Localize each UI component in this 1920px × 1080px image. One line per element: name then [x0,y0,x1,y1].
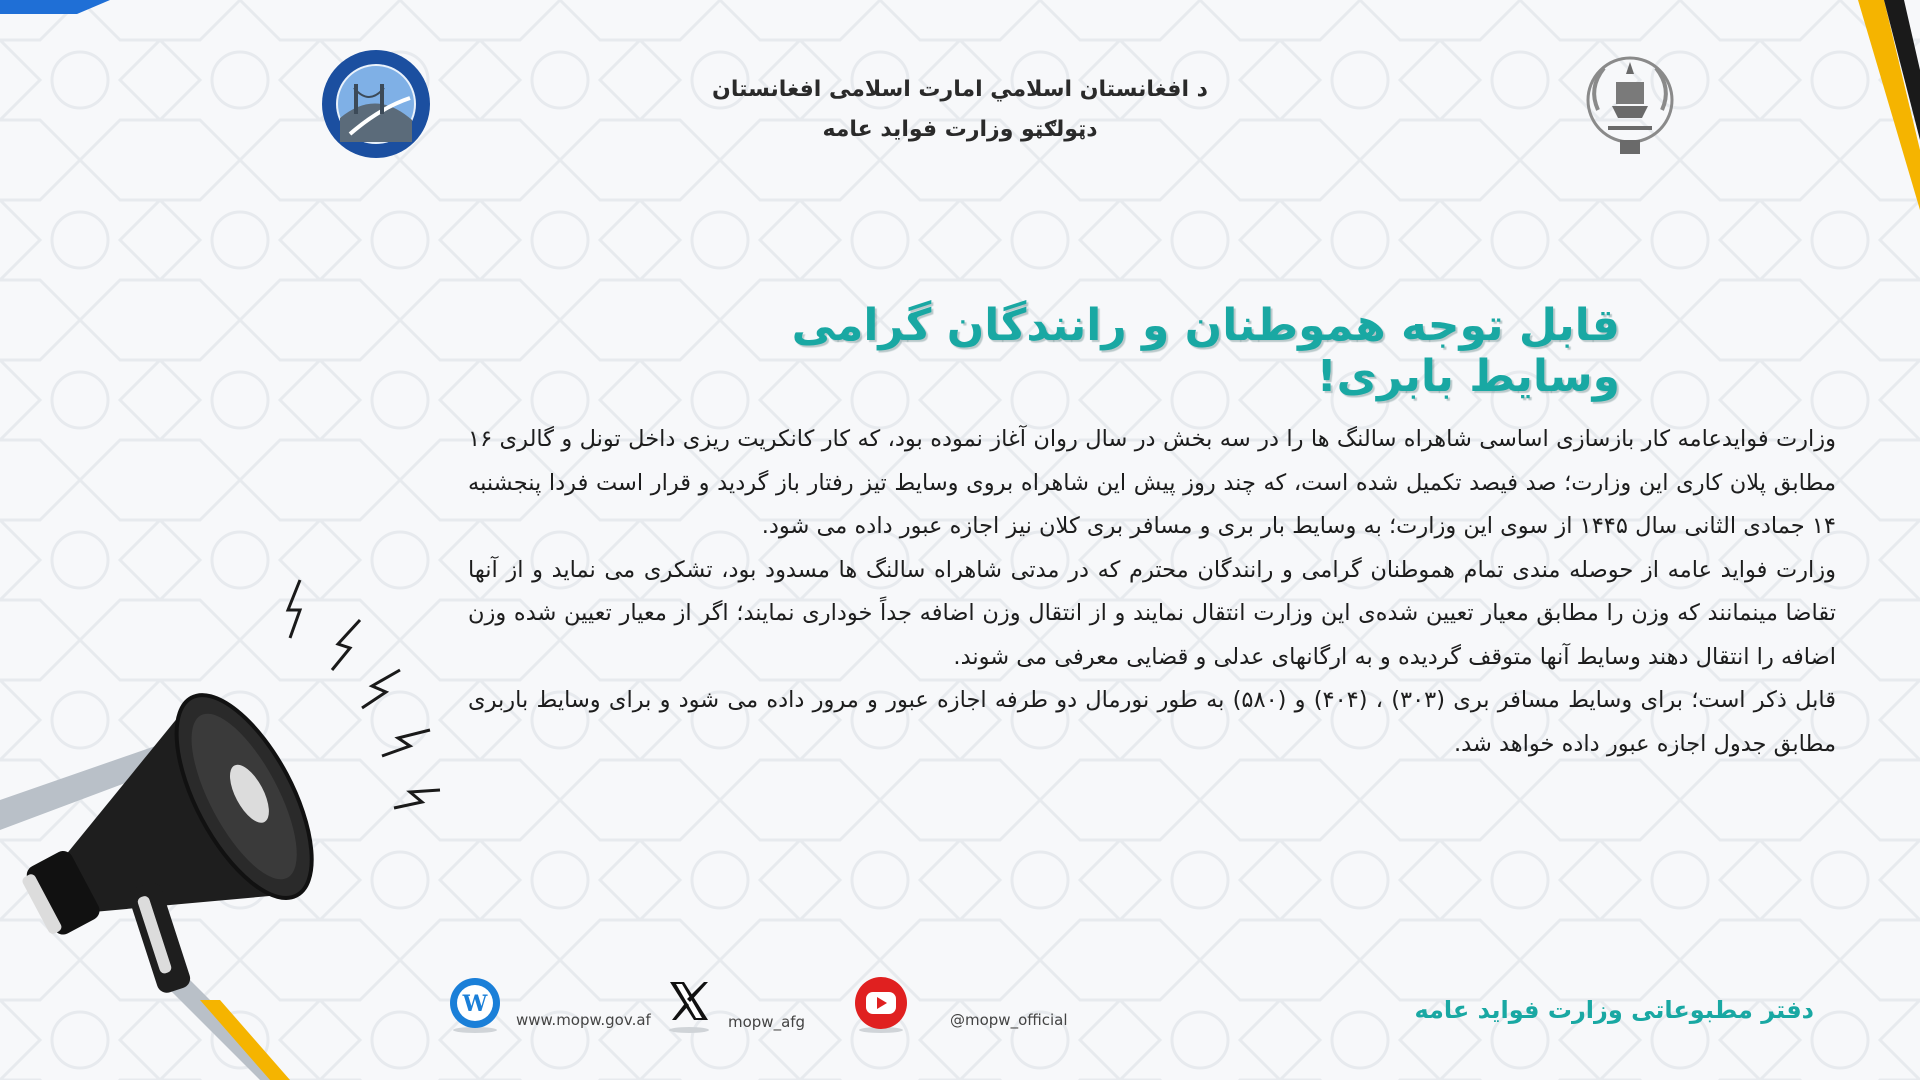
website-link[interactable] [446,976,651,1034]
body-paragraph-3: قابل ذکر است؛ برای وسایط مسافر بری (۳۰۳) ، (۴۰۴) و (۵۸۰) به طور نورمال دو طرفه اجازه عبور و مرور داده می شود و برای وسایط باربری مطابق جدول اجازه عبور داده خواهد شد. [468,687,1836,757]
website-url: www.mopw.gov.af [516,1011,651,1029]
youtube-handle: @mopw_official [950,1011,1068,1029]
svg-text:W: W [462,991,488,1017]
twitter-handle: mopw_afg [728,1013,806,1031]
announcement-body [468,418,1836,766]
emirate-emblem-logo [1578,48,1682,160]
announcement-title: قابل توجه هموطنان و رانندگان گرامی وسایط بابری! [791,300,1620,402]
x-icon [664,976,714,1034]
ministry-header [640,70,1280,150]
body-paragraph-1: وزارت فوایدعامه کار بازسازی اساسی شاهراه سالنگ ها را در سه بخش در سال روان آغاز نموده بود، که کار کانکریت ریزی داخل تونل و گالری ۱۶ مطابق پلان کاری این وزارت؛ صد فیصد تکمیل شده است، که چند روز پیش این شاهراه بروی وسایط تیز رفتار باز گردید و قرار است فردا پنجشنبه ۱۴ جمادی الثانی سال ۱۴۴۵ از سوی این وزارت؛ به وسایط بار بری و مسافر بری کلان نیز اجازه عبور داده می شود. [468,426,1836,539]
twitter-link[interactable] [664,976,805,1034]
header-line-1: د افغانستان اسلامي امارت اسلامی افغانستان [712,77,1208,102]
press-office-label: دفتر مطبوعاتی وزارت فواید عامه [1414,996,1814,1024]
header-line-2: دټولګټو وزارت فواید عامه [822,117,1098,142]
body-paragraph-2: وزارت فواید عامه از حوصله مندی تمام هموطنان گرامی و رانندگان محترم که در مدتی شاهراه سالنگ ها مسدود بود، تشکری می نماید و از آنها تقاضا مینمانند که وزن را مطابق معیار تعیین شده‌ی این وزارت انتقال نمایند و از انتقال وزن اضافه جداً خوداری نمایند؛ اگر از معیار تعیین شده وزن اضافه را انتقال دهند وسایط آنها متوقف گردیده و به ارگانهای عدلی و قضایی معرفی می شوند. [468,556,1836,670]
youtube-link[interactable] [852,976,1068,1034]
ministry-seal-logo [320,48,432,160]
wordpress-icon [446,976,504,1034]
megaphone-icon [0,560,460,1080]
corner-accent-stripes [1840,0,1920,240]
youtube-icon [852,976,910,1034]
